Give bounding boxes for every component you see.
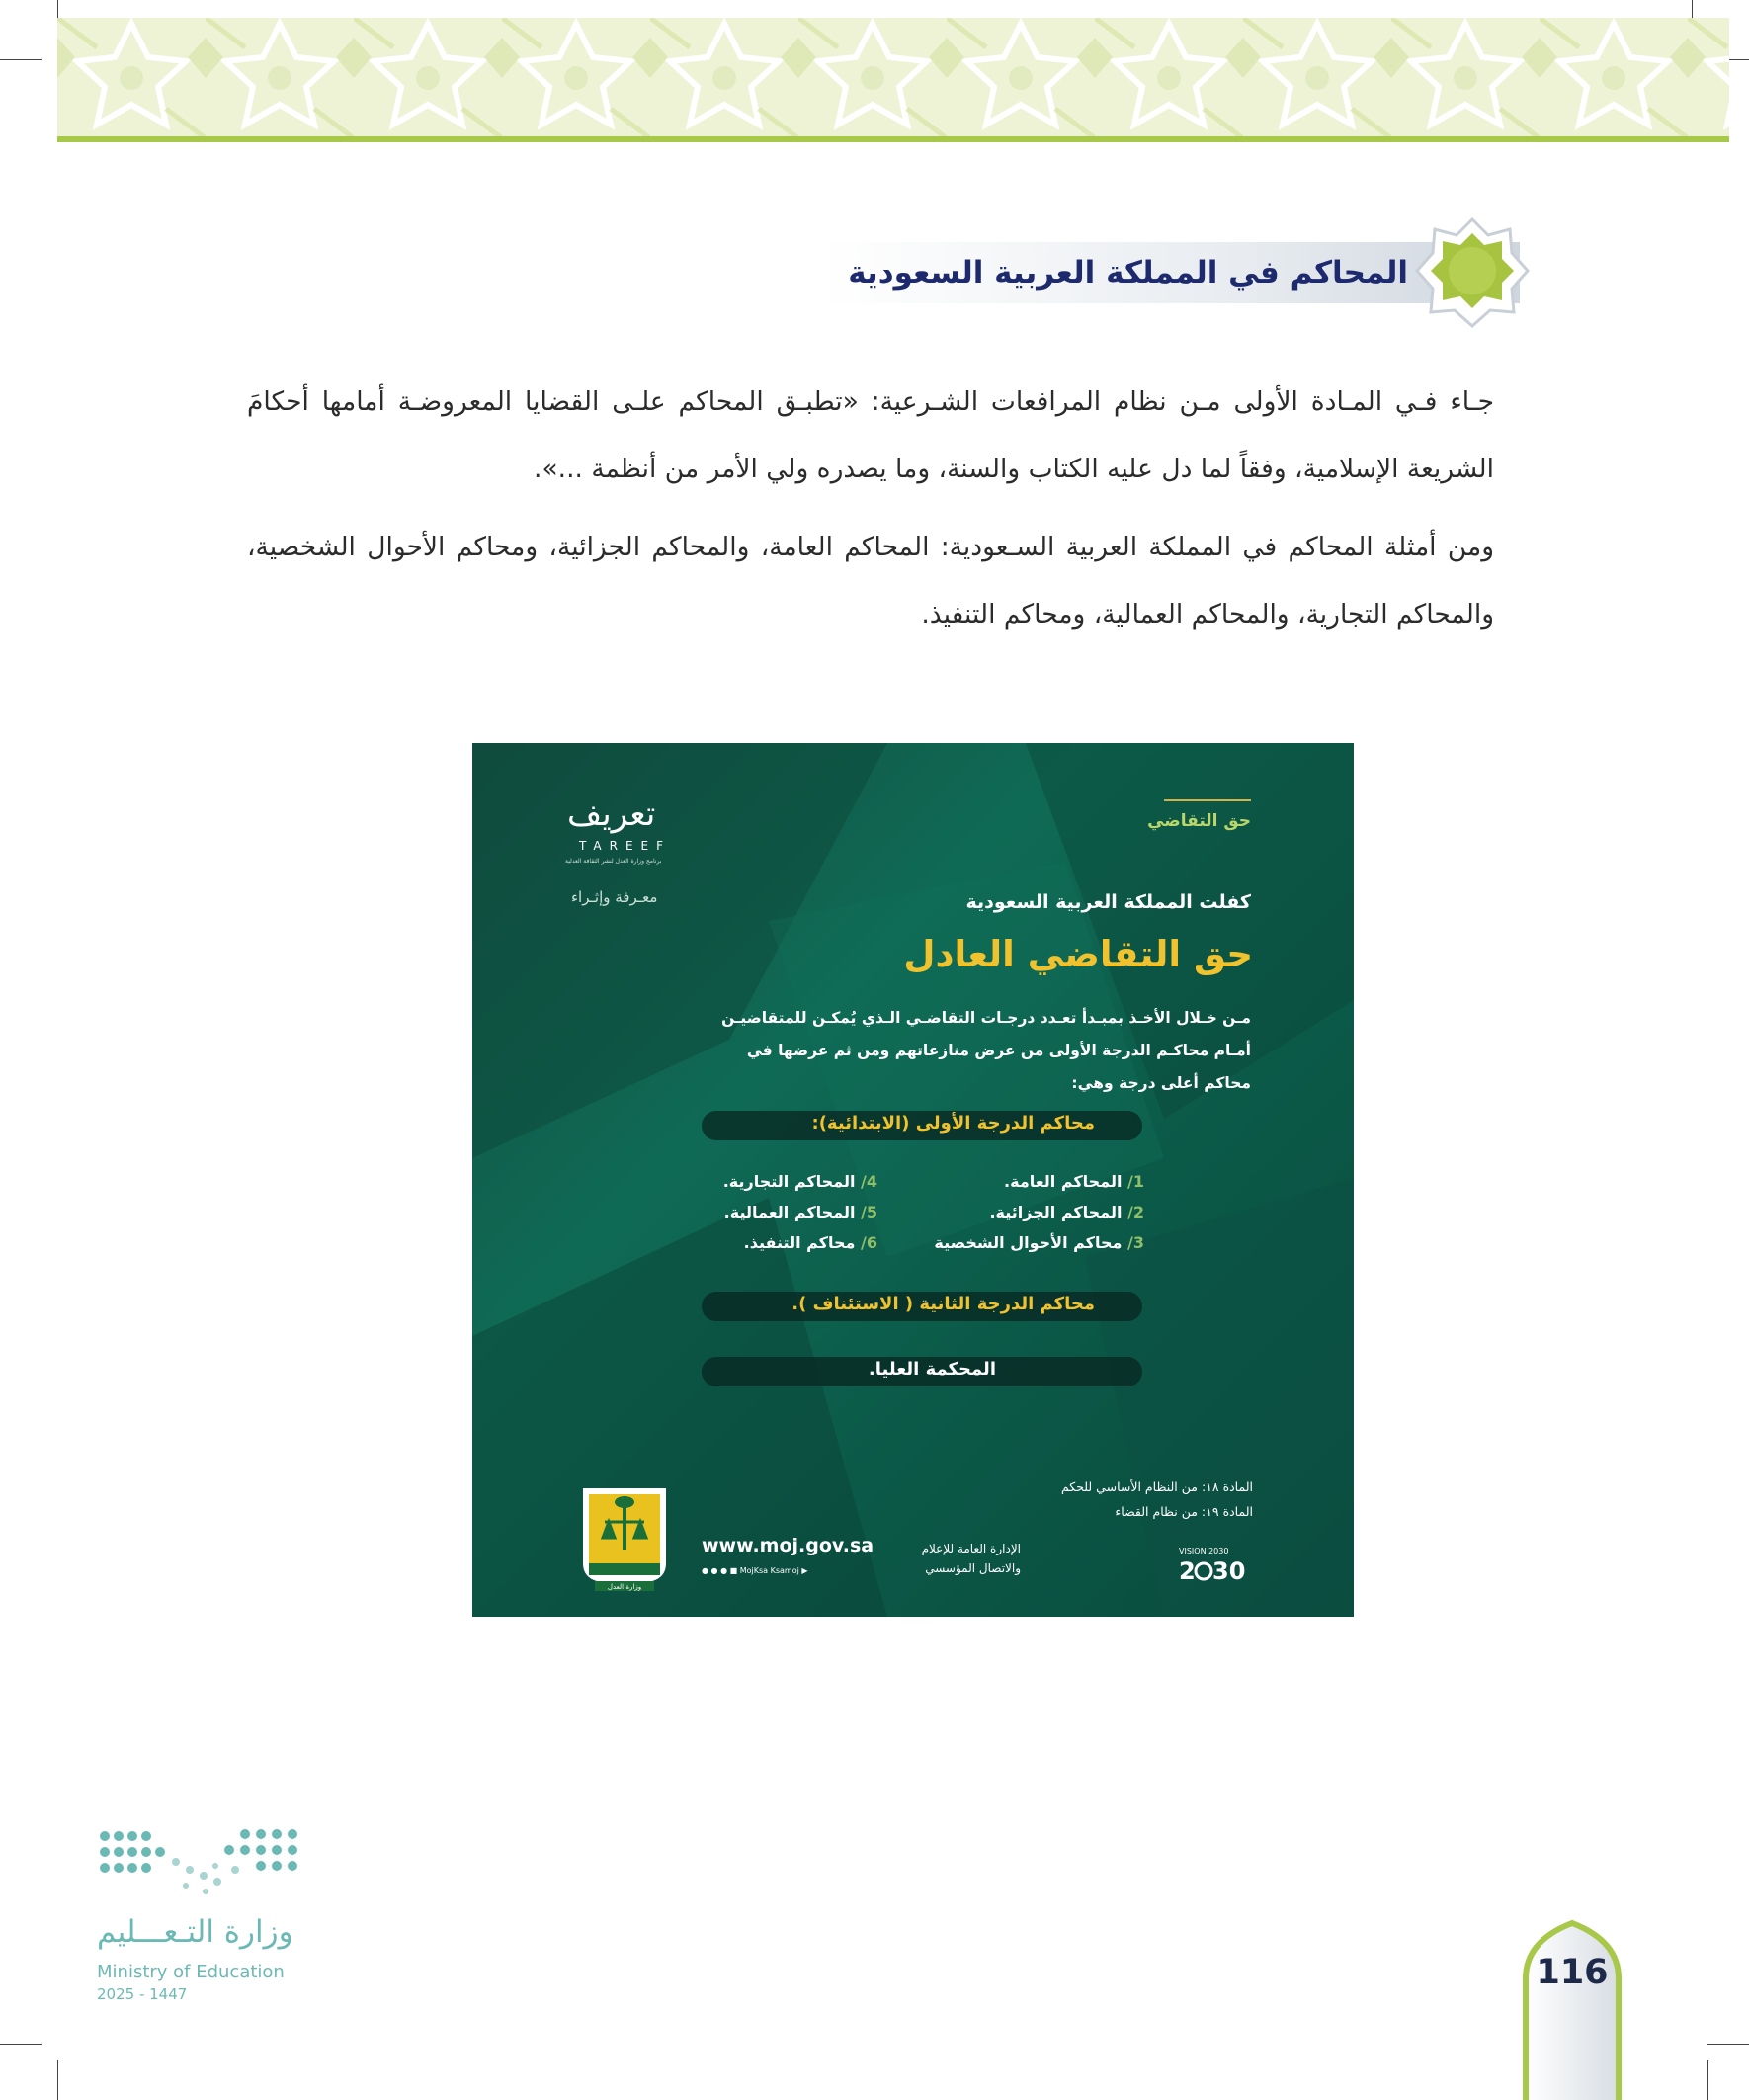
svg-text:2: 2 (1179, 1557, 1196, 1585)
crop-mark (57, 2060, 58, 2100)
info-title: حق التقاضي العادل (903, 933, 1253, 975)
tareef-logo-english: TAREEF (579, 839, 672, 853)
moe-arabic-name: وزارة التـعـــليم (97, 1914, 293, 1950)
supreme-court-label: المحكمة العليا. (868, 1359, 996, 1380)
info-tag: حق التقاضي (1147, 811, 1251, 831)
tareef-subtitle: برنامج وزارة العدل لنشر الثقافة العدلية (565, 858, 662, 865)
top-banner (57, 18, 1729, 138)
snapchat-icon[interactable]: ● (720, 1566, 728, 1575)
court-num: 2/ (1127, 1203, 1144, 1221)
court-label: المحاكم التجارية. (722, 1172, 856, 1191)
vision-2030-logo-icon (1179, 1542, 1248, 1591)
court-num: 5/ (861, 1203, 877, 1221)
islamic-pattern (57, 18, 1729, 138)
tag-underline (1164, 799, 1251, 801)
tareef-logo-arabic: تعريف (567, 795, 656, 834)
court-item (723, 1172, 877, 1191)
info-subtitle: كفلت المملكة العربية السعودية (965, 891, 1251, 913)
court-item (934, 1233, 1144, 1252)
court-item (744, 1233, 877, 1252)
media-department-text: الإدارة العامة للإعلام والاتصال المؤسسي (921, 1542, 1021, 1575)
youtube-icon[interactable]: ▶ (801, 1566, 808, 1575)
vision-label: VISION 2030 (1179, 1547, 1229, 1555)
moe-english-name: Ministry of Education (97, 1962, 285, 1982)
moj-website-url[interactable]: www.moj.gov.sa (702, 1535, 874, 1556)
crop-mark (0, 2044, 42, 2045)
reference-article-19: المادة ١٩: من نظام القضاء (1115, 1504, 1253, 1519)
court-num: 1/ (1127, 1172, 1144, 1191)
ministry-of-education-logo-icon (97, 1826, 309, 1897)
crop-mark (0, 59, 42, 60)
court-item (989, 1203, 1144, 1221)
reference-article-18: المادة ١٨: من النظام الأساسي للحكم (1060, 1479, 1253, 1494)
paragraph-court-examples: ومن أمثلة المحاكم في المملكة العربية السـعودية: المحاكم العامة، والمحاكم الجزائية، ومحاكم الأحوال الشخصية، والمحاكم التجارية، والمحاكم العمالية، ومحاكم التنفيذ. (247, 532, 1494, 630)
page-number: 116 (1536, 1953, 1609, 1992)
tareef-tagline: معـرفة وإثـراء (571, 888, 658, 906)
info-description: مـن خـلال الأخـذ بمبـدأ تعـدد درجـات التقاضـي الـذي يُمكـن للمتقاضيـن أمـام محاكـم الدرجة الأولى من عرض منازعاتهم ومن ثم عرضها في محاكم أعلى درجة وهي: (721, 1009, 1251, 1092)
court-label: محاكم الأحوال الشخصية (934, 1233, 1123, 1252)
crop-mark (1707, 2044, 1749, 2045)
social-handle-text: MojKsa Ksamoj (739, 1566, 799, 1575)
court-num: 4/ (861, 1172, 877, 1191)
court-num: 6/ (861, 1233, 877, 1252)
first-degree-label: محاكم الدرجة الأولى (الابتدائية): (811, 1113, 1095, 1134)
page-number-tab (1522, 1919, 1623, 2100)
svg-text:30: 30 (1212, 1557, 1246, 1585)
tareef-infographic (472, 743, 1354, 1617)
moj-logo-text: وزارة العدل (607, 1583, 642, 1591)
social-handles (702, 1566, 808, 1575)
moj-emblem-icon (575, 1478, 674, 1593)
court-label: المحاكم العامة. (1004, 1172, 1123, 1191)
star-badge-icon (1415, 215, 1530, 330)
banner-divider (57, 136, 1729, 142)
crop-mark (1707, 2060, 1708, 2100)
court-item (724, 1203, 877, 1221)
court-item (1004, 1172, 1144, 1191)
linkedin-icon[interactable]: ■ (729, 1566, 738, 1575)
court-label: المحاكم الجزائية. (989, 1203, 1123, 1221)
moe-year: 2025 - 1447 (97, 1985, 188, 2003)
second-degree-label: محاكم الدرجة الثانية ( الاستئناف ). (791, 1294, 1095, 1314)
section-title: المحاكم في المملكة العربية السعودية (848, 255, 1408, 291)
court-num: 3/ (1127, 1233, 1144, 1252)
twitter-icon[interactable]: ● (702, 1566, 708, 1575)
court-label: المحاكم العمالية. (723, 1203, 856, 1221)
court-label: محاكم التنفيذ. (743, 1233, 856, 1252)
instagram-icon[interactable]: ● (710, 1566, 718, 1575)
paragraph-article-one: جـاء فـي المـادة الأولى مـن نظام المرافعات الشـرعية: «تطبـق المحاكم علـى القضايا المعروضـة أمامها أحكامَ الشريعة الإسلامية، وفقاً لما دل عليه الكتاب والسنة، وما يصدره ولي الأمر من أنظمة ...». (247, 386, 1494, 484)
